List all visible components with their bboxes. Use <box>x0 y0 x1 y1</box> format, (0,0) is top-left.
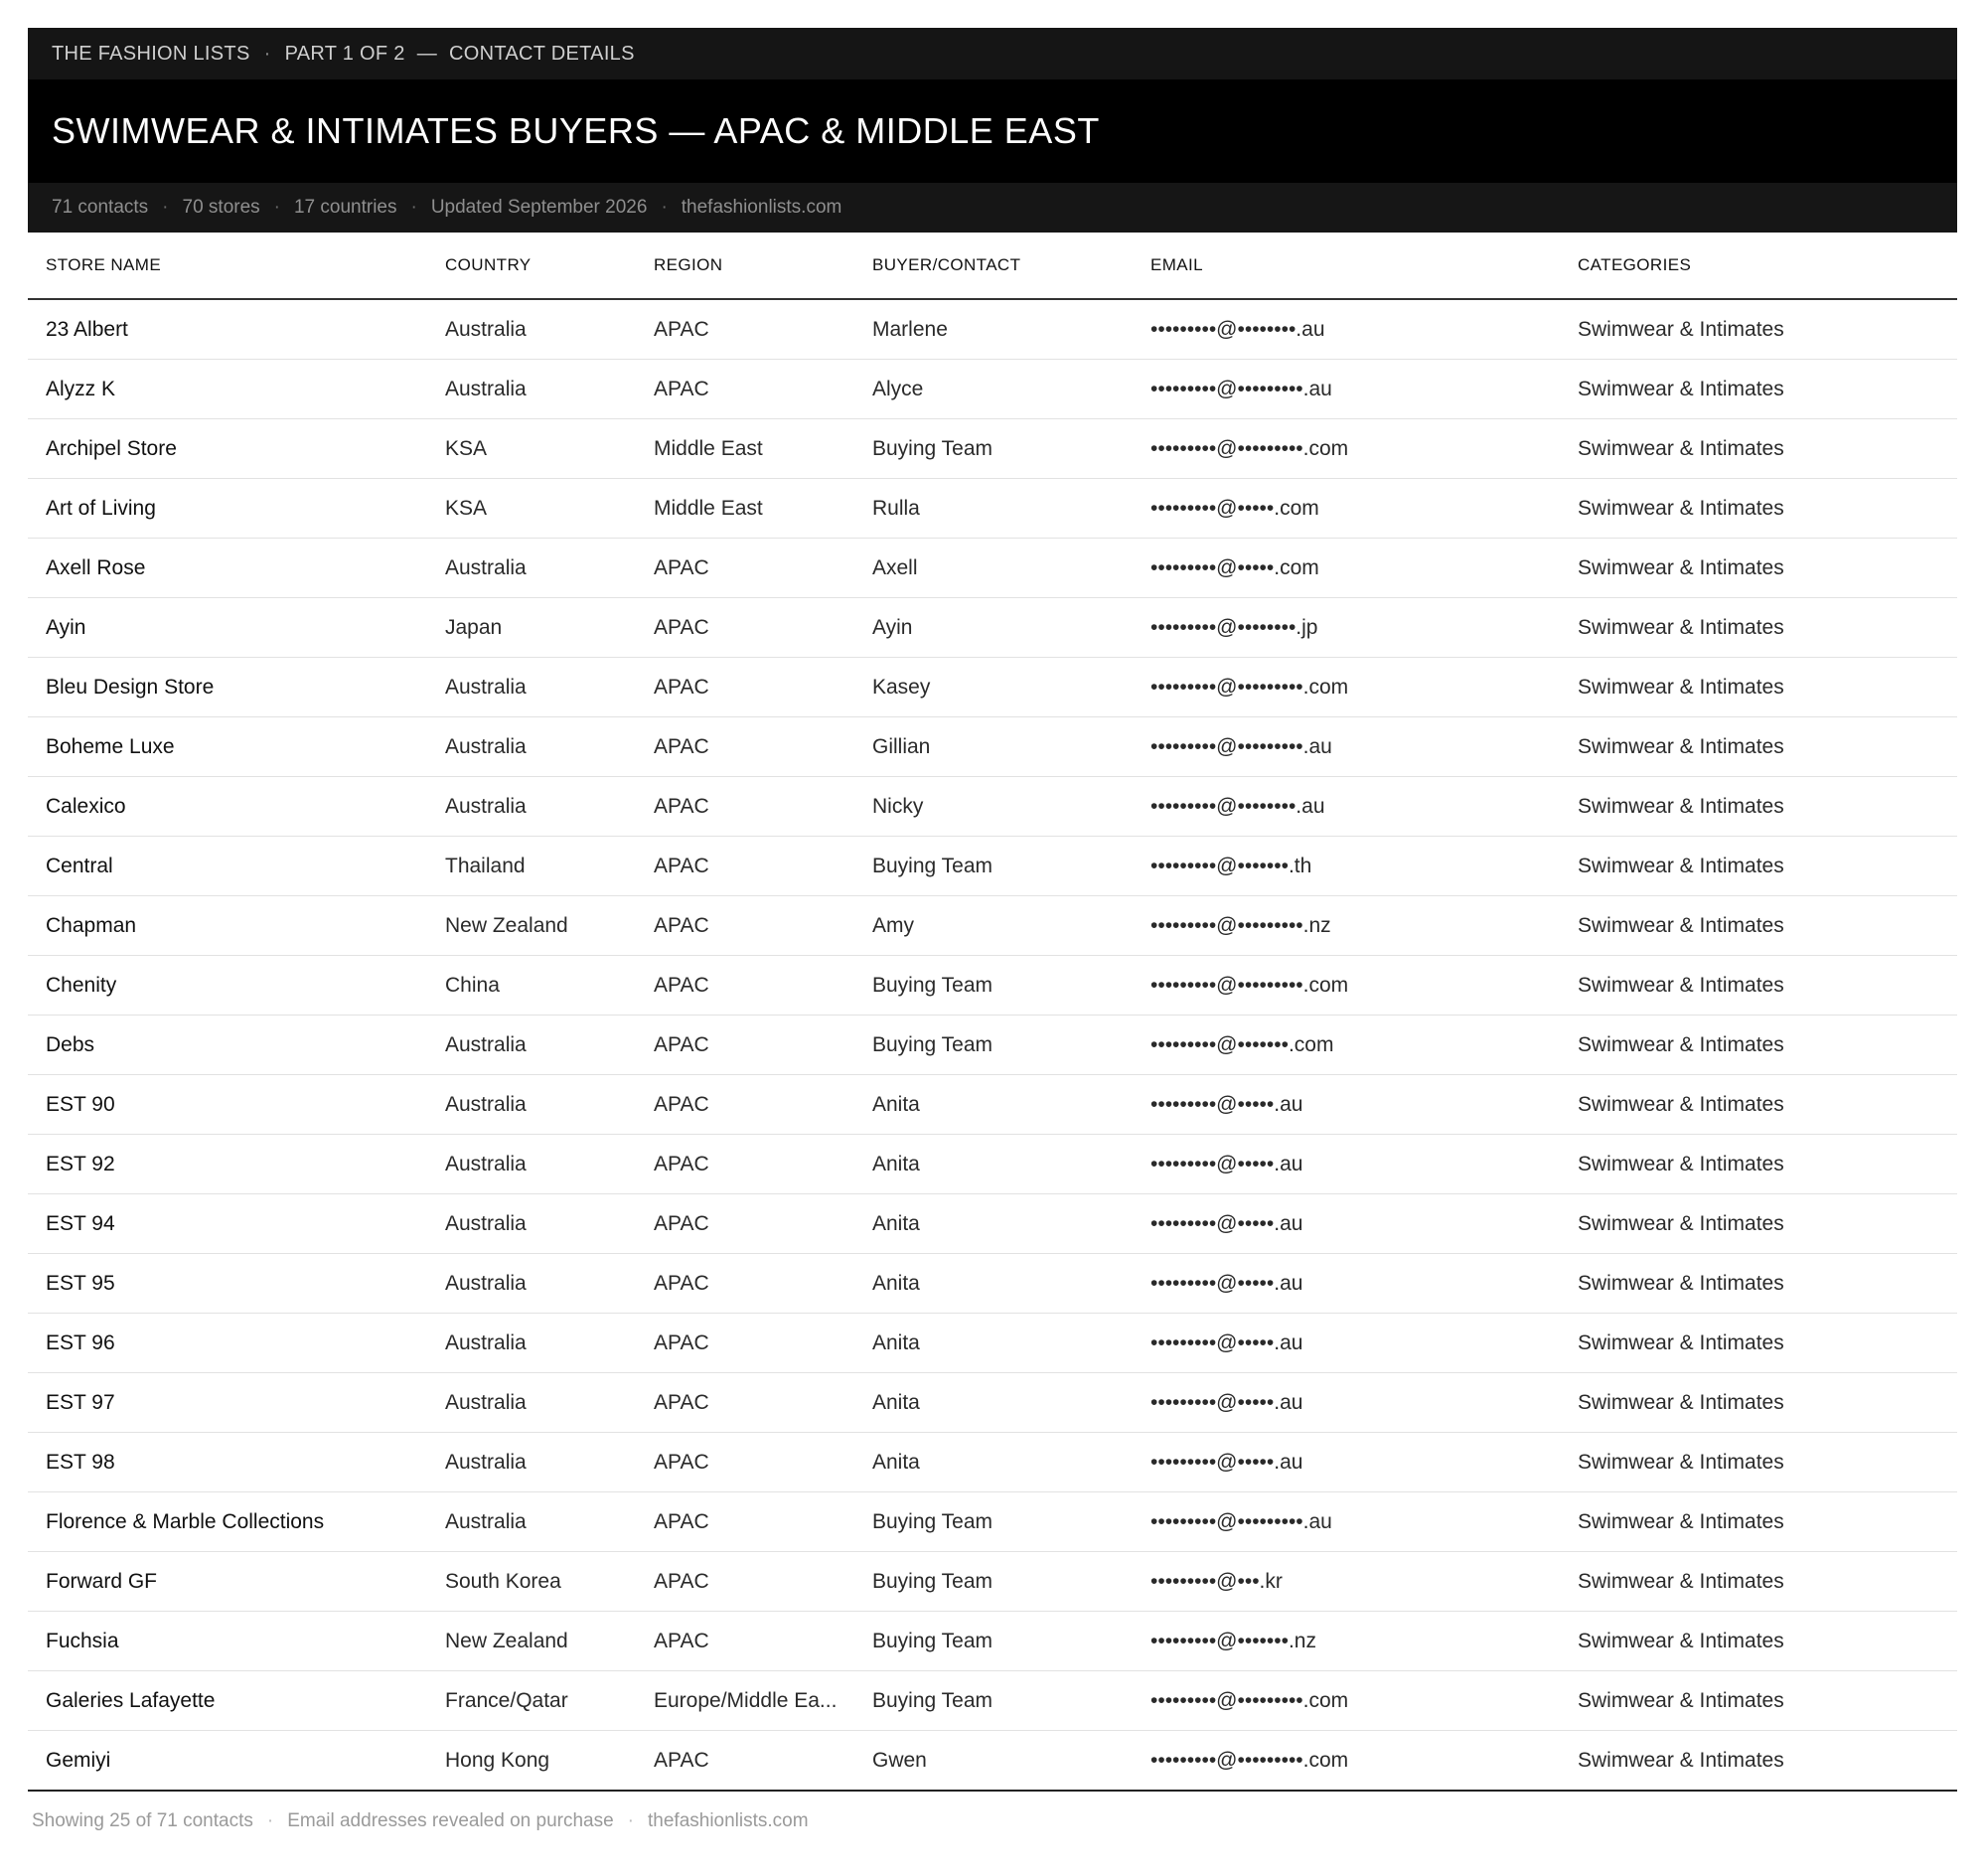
categories-cell: Swimwear & Intimates <box>1578 1612 1957 1671</box>
email-cell: •••••••••@•••••••••.com <box>1150 956 1578 1016</box>
store-name-cell: EST 90 <box>28 1075 445 1135</box>
buyer-contact-cell: Amy <box>872 896 1150 956</box>
categories-cell: Swimwear & Intimates <box>1578 299 1957 360</box>
email-cell: •••••••••@•••••.au <box>1150 1254 1578 1314</box>
country-cell: France/Qatar <box>445 1671 654 1731</box>
region-cell: APAC <box>654 299 872 360</box>
store-name-cell: EST 98 <box>28 1433 445 1492</box>
store-name-cell: Chapman <box>28 896 445 956</box>
email-cell: •••••••••@•••••.au <box>1150 1433 1578 1492</box>
email-cell: •••••••••@•••••••••.au <box>1150 360 1578 419</box>
region-cell: APAC <box>654 1731 872 1792</box>
store-name-cell: Chenity <box>28 956 445 1016</box>
email-cell: •••••••••@•••••••••.com <box>1150 419 1578 479</box>
country-cell: Australia <box>445 1373 654 1433</box>
table-row[interactable] <box>28 479 1957 539</box>
email-cell: •••••••••@•••••.au <box>1150 1135 1578 1194</box>
email-cell: •••••••••@•••••.au <box>1150 1194 1578 1254</box>
buyer-contact-cell: Rulla <box>872 479 1150 539</box>
email-cell: •••••••••@•••••••••.au <box>1150 1492 1578 1552</box>
email-cell: •••••••••@•••••.com <box>1150 479 1578 539</box>
store-name-cell: Axell Rose <box>28 539 445 598</box>
categories-cell: Swimwear & Intimates <box>1578 1492 1957 1552</box>
store-name-cell: Calexico <box>28 777 445 837</box>
buyer-contact-cell: Anita <box>872 1373 1150 1433</box>
table-row[interactable] <box>28 1373 1957 1433</box>
region-cell: APAC <box>654 956 872 1016</box>
store-name-cell: Galeries Lafayette <box>28 1671 445 1731</box>
region-cell: APAC <box>654 1433 872 1492</box>
categories-cell: Swimwear & Intimates <box>1578 598 1957 658</box>
email-cell: •••••••••@•••.kr <box>1150 1552 1578 1612</box>
categories-cell: Swimwear & Intimates <box>1578 1135 1957 1194</box>
region-cell: APAC <box>654 658 872 717</box>
buyer-contact-cell: Buying Team <box>872 1492 1150 1552</box>
store-name-cell: EST 96 <box>28 1314 445 1373</box>
table-row[interactable] <box>28 1612 1957 1671</box>
country-cell: KSA <box>445 419 654 479</box>
table-row[interactable] <box>28 1492 1957 1552</box>
store-name-cell: EST 92 <box>28 1135 445 1194</box>
column-header-email[interactable]: EMAIL <box>1150 233 1578 299</box>
buyer-contact-cell: Gwen <box>872 1731 1150 1792</box>
table-row[interactable] <box>28 299 1957 360</box>
email-cell: •••••••••@••••••••.au <box>1150 777 1578 837</box>
categories-cell: Swimwear & Intimates <box>1578 1731 1957 1792</box>
part-label: PART 1 OF 2 <box>284 42 405 65</box>
buyer-contact-cell: Kasey <box>872 658 1150 717</box>
region-cell: Middle East <box>654 419 872 479</box>
countries-count: 17 countries <box>293 197 397 218</box>
column-header-region[interactable]: REGION <box>654 233 872 299</box>
country-cell: Australia <box>445 1075 654 1135</box>
categories-cell: Swimwear & Intimates <box>1578 1075 1957 1135</box>
email-cell: •••••••••@•••••••••.com <box>1150 1731 1578 1792</box>
region-cell: APAC <box>654 360 872 419</box>
categories-cell: Swimwear & Intimates <box>1578 837 1957 896</box>
store-name-cell: Boheme Luxe <box>28 717 445 777</box>
region-cell: APAC <box>654 717 872 777</box>
separator-dash: — <box>416 42 437 65</box>
country-cell: New Zealand <box>445 1612 654 1671</box>
categories-cell: Swimwear & Intimates <box>1578 1433 1957 1492</box>
region-cell: Europe/Middle Ea... <box>654 1671 872 1731</box>
buyer-contact-cell: Buying Team <box>872 1016 1150 1075</box>
country-cell: Australia <box>445 1314 654 1373</box>
buyer-contact-cell: Buying Team <box>872 956 1150 1016</box>
region-cell: APAC <box>654 1552 872 1612</box>
store-name-cell: Archipel Store <box>28 419 445 479</box>
table-row[interactable] <box>28 1016 1957 1075</box>
page-title-bar <box>28 79 1957 183</box>
country-cell: KSA <box>445 479 654 539</box>
separator-dot: · <box>273 197 280 218</box>
buyer-contact-cell: Buying Team <box>872 1671 1150 1731</box>
email-cell: •••••••••@•••••.au <box>1150 1314 1578 1373</box>
email-cell: •••••••••@••••••••.au <box>1150 299 1578 360</box>
store-name-cell: Art of Living <box>28 479 445 539</box>
column-header-country[interactable]: COUNTRY <box>445 233 654 299</box>
table-row[interactable] <box>28 360 1957 419</box>
store-name-cell: Fuchsia <box>28 1612 445 1671</box>
categories-cell: Swimwear & Intimates <box>1578 1373 1957 1433</box>
table-row[interactable] <box>28 419 1957 479</box>
table-row[interactable] <box>28 1135 1957 1194</box>
country-cell: Australia <box>445 1492 654 1552</box>
column-header-buyer-contact[interactable]: BUYER/CONTACT <box>872 233 1150 299</box>
buyer-contact-cell: Marlene <box>872 299 1150 360</box>
country-cell: Australia <box>445 717 654 777</box>
region-cell: APAC <box>654 1373 872 1433</box>
table-row[interactable] <box>28 896 1957 956</box>
categories-cell: Swimwear & Intimates <box>1578 1314 1957 1373</box>
separator-dot: · <box>263 42 271 65</box>
email-cell: •••••••••@•••••.au <box>1150 1373 1578 1433</box>
categories-cell: Swimwear & Intimates <box>1578 717 1957 777</box>
categories-cell: Swimwear & Intimates <box>1578 1552 1957 1612</box>
buyer-contact-cell: Anita <box>872 1075 1150 1135</box>
store-name-cell: Alyzz K <box>28 360 445 419</box>
store-name-cell: Ayin <box>28 598 445 658</box>
store-name-cell: Forward GF <box>28 1552 445 1612</box>
table-row[interactable] <box>28 658 1957 717</box>
table-row[interactable] <box>28 1075 1957 1135</box>
store-name-cell: EST 94 <box>28 1194 445 1254</box>
contacts-table <box>28 233 1957 1792</box>
table-row[interactable] <box>28 1314 1957 1373</box>
footer-site-link[interactable]: thefashionlists.com <box>648 1810 809 1831</box>
store-name-cell: Florence & Marble Collections <box>28 1492 445 1552</box>
buyer-contact-cell: Ayin <box>872 598 1150 658</box>
email-cell: •••••••••@•••••••.th <box>1150 837 1578 896</box>
store-name-cell: Debs <box>28 1016 445 1075</box>
separator-dot: · <box>627 1810 634 1831</box>
table-row[interactable] <box>28 717 1957 777</box>
footer <box>28 1792 1957 1851</box>
table-header-row <box>28 233 1957 299</box>
table-row[interactable] <box>28 1671 1957 1731</box>
store-name-cell: Bleu Design Store <box>28 658 445 717</box>
country-cell: Australia <box>445 1433 654 1492</box>
store-name-cell: Gemiyi <box>28 1731 445 1792</box>
column-header-categories[interactable]: CATEGORIES <box>1578 233 1957 299</box>
region-cell: APAC <box>654 1612 872 1671</box>
buyer-contact-cell: Anita <box>872 1433 1150 1492</box>
table-row[interactable] <box>28 598 1957 658</box>
brand-name: THE FASHION LISTS <box>52 42 250 65</box>
categories-cell: Swimwear & Intimates <box>1578 1254 1957 1314</box>
region-cell: APAC <box>654 1016 872 1075</box>
region-cell: Middle East <box>654 479 872 539</box>
store-name-cell: EST 95 <box>28 1254 445 1314</box>
country-cell: New Zealand <box>445 896 654 956</box>
country-cell: Australia <box>445 1016 654 1075</box>
buyer-contact-cell: Buying Team <box>872 837 1150 896</box>
email-cell: •••••••••@•••••••••.com <box>1150 658 1578 717</box>
email-cell: •••••••••@•••••••.nz <box>1150 1612 1578 1671</box>
categories-cell: Swimwear & Intimates <box>1578 419 1957 479</box>
country-cell: China <box>445 956 654 1016</box>
buyer-contact-cell: Buying Team <box>872 419 1150 479</box>
country-cell: Australia <box>445 1194 654 1254</box>
categories-cell: Swimwear & Intimates <box>1578 777 1957 837</box>
contacts-count: 71 contacts <box>52 197 149 218</box>
buyer-contact-cell: Anita <box>872 1194 1150 1254</box>
email-cell: •••••••••@•••••••••.au <box>1150 717 1578 777</box>
store-name-cell: Central <box>28 837 445 896</box>
email-cell: •••••••••@•••••••••.com <box>1150 1671 1578 1731</box>
categories-cell: Swimwear & Intimates <box>1578 1194 1957 1254</box>
updated-date: Updated September 2026 <box>430 197 648 218</box>
contact-list-sheet <box>28 28 1957 1851</box>
email-cell: •••••••••@•••••••••.nz <box>1150 896 1578 956</box>
country-cell: Australia <box>445 1254 654 1314</box>
table-row[interactable] <box>28 1254 1957 1314</box>
meta-bar <box>28 183 1957 233</box>
buyer-contact-cell: Buying Team <box>872 1612 1150 1671</box>
categories-cell: Swimwear & Intimates <box>1578 479 1957 539</box>
column-header-store-name[interactable]: STORE NAME <box>28 233 445 299</box>
country-cell: Australia <box>445 777 654 837</box>
top-bar <box>28 28 1957 79</box>
region-cell: APAC <box>654 598 872 658</box>
country-cell: Australia <box>445 1135 654 1194</box>
country-cell: Australia <box>445 539 654 598</box>
categories-cell: Swimwear & Intimates <box>1578 658 1957 717</box>
table-row[interactable] <box>28 539 1957 598</box>
stores-count: 70 stores <box>182 197 260 218</box>
buyer-contact-cell: Axell <box>872 539 1150 598</box>
categories-cell: Swimwear & Intimates <box>1578 360 1957 419</box>
region-cell: APAC <box>654 1314 872 1373</box>
section-label: CONTACT DETAILS <box>449 42 635 65</box>
separator-dot: · <box>661 197 668 218</box>
country-cell: Japan <box>445 598 654 658</box>
region-cell: APAC <box>654 1492 872 1552</box>
table-row[interactable] <box>28 956 1957 1016</box>
categories-cell: Swimwear & Intimates <box>1578 896 1957 956</box>
country-cell: Australia <box>445 658 654 717</box>
table-row[interactable] <box>28 777 1957 837</box>
store-name-cell: 23 Albert <box>28 299 445 360</box>
region-cell: APAC <box>654 1075 872 1135</box>
buyer-contact-cell: Anita <box>872 1254 1150 1314</box>
categories-cell: Swimwear & Intimates <box>1578 539 1957 598</box>
country-cell: Thailand <box>445 837 654 896</box>
country-cell: Australia <box>445 360 654 419</box>
region-cell: APAC <box>654 1194 872 1254</box>
region-cell: APAC <box>654 1135 872 1194</box>
table-row[interactable] <box>28 1731 1957 1792</box>
buyer-contact-cell: Anita <box>872 1314 1150 1373</box>
region-cell: APAC <box>654 777 872 837</box>
categories-cell: Swimwear & Intimates <box>1578 1016 1957 1075</box>
buyer-contact-cell: Gillian <box>872 717 1150 777</box>
site-link[interactable]: thefashionlists.com <box>681 197 842 218</box>
buyer-contact-cell: Nicky <box>872 777 1150 837</box>
email-note: Email addresses revealed on purchase <box>287 1810 614 1831</box>
country-cell: South Korea <box>445 1552 654 1612</box>
table-row[interactable] <box>28 1433 1957 1492</box>
buyer-contact-cell: Buying Team <box>872 1552 1150 1612</box>
page-title: SWIMWEAR & INTIMATES BUYERS — APAC & MIDDLE EAST <box>52 110 1100 151</box>
region-cell: APAC <box>654 1254 872 1314</box>
email-cell: •••••••••@•••••.au <box>1150 1075 1578 1135</box>
separator-dot: · <box>162 197 169 218</box>
categories-cell: Swimwear & Intimates <box>1578 1671 1957 1731</box>
separator-dot: · <box>266 1810 274 1831</box>
buyer-contact-cell: Alyce <box>872 360 1150 419</box>
country-cell: Australia <box>445 299 654 360</box>
region-cell: APAC <box>654 896 872 956</box>
region-cell: APAC <box>654 837 872 896</box>
region-cell: APAC <box>654 539 872 598</box>
email-cell: •••••••••@•••••••.com <box>1150 1016 1578 1075</box>
separator-dot: · <box>410 197 417 218</box>
email-cell: •••••••••@••••••••.jp <box>1150 598 1578 658</box>
buyer-contact-cell: Anita <box>872 1135 1150 1194</box>
country-cell: Hong Kong <box>445 1731 654 1792</box>
categories-cell: Swimwear & Intimates <box>1578 956 1957 1016</box>
email-cell: •••••••••@•••••.com <box>1150 539 1578 598</box>
store-name-cell: EST 97 <box>28 1373 445 1433</box>
table-row[interactable] <box>28 1552 1957 1612</box>
showing-count: Showing 25 of 71 contacts <box>32 1810 253 1831</box>
table-row[interactable] <box>28 1194 1957 1254</box>
table-row[interactable] <box>28 837 1957 896</box>
